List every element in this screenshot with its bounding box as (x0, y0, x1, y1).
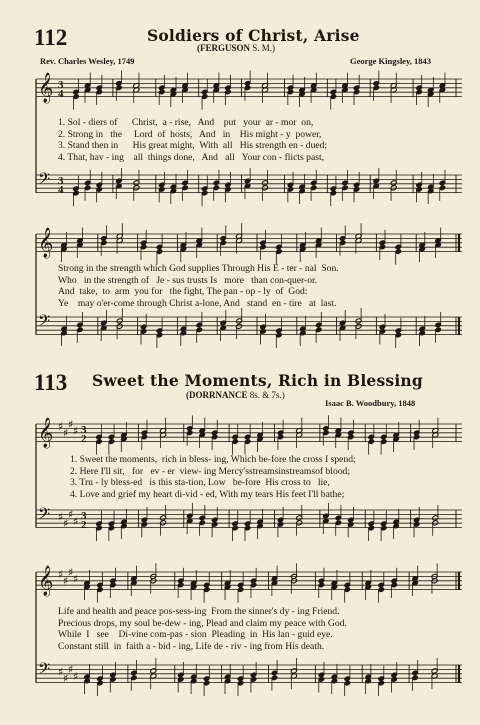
hymn-113-system-1-verse-1: 1. Sweet the moments, rich in bless- ing, Which be-fore the cross I spend; (70, 454, 356, 465)
time-signature-top: 3 (58, 175, 64, 187)
hymn-113-system-1-verse-3: 3. Tru - ly bless-ed is this sta-tion, Low be-fore His cross to lie, (70, 477, 330, 488)
hymn-113-tune-name: (DORRNANCE (186, 390, 248, 400)
hymn-112-system-2-verse-3: And take, to arm you for the fight, The pan - op - ly of God: (58, 286, 308, 297)
treble-clef-icon: 𝄞 (38, 73, 54, 103)
hymn-113-system-2-verse-1: Life and health and peace pos-sess-ing From the sinner's dy - ing Friend. (58, 606, 340, 617)
hymn-113-system-2-verse-2: Precious drops, my soul be-dew - ing, Plead and claim my peace with God. (58, 617, 347, 629)
sharp-icon: ♯ (68, 663, 74, 677)
hymn-112-system-2-verse-4: Ye may o'er-come through Christ a-lone, And stand en - tire at last. (58, 297, 337, 309)
sharp-icon: ♯ (68, 417, 74, 431)
sharp-icon: ♯ (58, 665, 64, 679)
treble-clef-icon: 𝄞 (38, 566, 54, 596)
bass-clef-icon: 𝄢 (38, 170, 51, 192)
hymn-113-tune (186, 391, 285, 400)
hymn-112-tune (197, 44, 275, 53)
hymn-112-meter: S. M.) (252, 43, 276, 53)
sharp-icon: ♯ (63, 426, 69, 440)
treble-clef-icon: 𝄞 (38, 418, 54, 448)
sharp-icon: ♯ (58, 568, 64, 581)
hymn-112-music-credit: George Kingsley, 1843 (350, 56, 431, 66)
bass-clef-icon: 𝄢 (38, 660, 51, 682)
hymn-112-system-1-verse-1: 1. Sol - diers of Christ, a - rise, And put your ar - mor on, (58, 117, 314, 128)
bass-clef-icon: 𝄢 (38, 312, 51, 334)
bass-clef-icon: 𝄢 (38, 505, 51, 527)
hymn-112-system-2-verse-2: Who in the strength of Je - sus trusts Is more than con-quer-or. (58, 274, 318, 286)
hymn-112-system-2-verse-1: Strong in the strength which God supplies Through His E - ter - nal Son. (58, 263, 339, 274)
time-signature-bottom: 2 (81, 433, 87, 445)
sharp-icon: ♯ (73, 669, 79, 683)
time-signature-top: 3 (81, 510, 87, 522)
sharp-icon: ♯ (68, 508, 74, 522)
sharp-icon: ♯ (68, 565, 74, 579)
hymn-112-words-credit: Rev. Charles Wesley, 1749 (40, 56, 135, 66)
hymn-112-system-1-verse-4: 4. That, hav - ing all things done, And all Your con - flicts past, (58, 151, 325, 163)
treble-clef-icon: 𝄞 (38, 228, 54, 258)
sharp-icon: ♯ (63, 574, 69, 588)
sharp-icon: ♯ (73, 572, 79, 586)
hymn-112-system-1-verse-3: 3. Stand then in His great might, With all His strength en - dued; (58, 140, 328, 151)
time-signature-bottom: 4 (58, 184, 64, 196)
hymn-113-music-credit: Isaac B. Woodbury, 1848 (325, 398, 416, 408)
hymn-112-title: Soldiers of Christ, Arise (147, 26, 360, 45)
hymn-112-system-1-verse-2: 2. Strong in the Lord of hosts, And in His might - y power, (58, 128, 322, 140)
hymn-113-system-1-verse-2: 2. Here I'll sit, for ev - er view- ing Mercy'sstreamsinstreamsof blood; (70, 465, 351, 477)
sharp-icon: ♯ (73, 424, 79, 438)
hymn-112-tune-name: (FERGUSON (197, 43, 251, 53)
time-signature-top: 3 (58, 79, 64, 91)
hymn-113-number: 113 (34, 370, 68, 395)
sharp-icon: ♯ (73, 514, 79, 528)
hymn-113-system-1-verse-4: 4. Love and grief my heart di-vid - ed, With my tears His feet I'll bathe; (70, 488, 345, 500)
sharp-icon: ♯ (58, 510, 64, 524)
sharp-icon: ♯ (63, 672, 69, 685)
hymn-113-system-2-verse-3: While I see Di-vine com-pas - sion Pleading in His lan - guid eye. (58, 629, 333, 640)
sharp-icon: ♯ (63, 517, 69, 530)
time-signature-bottom: 4 (58, 88, 64, 100)
time-signature-top: 3 (81, 424, 87, 436)
sharp-icon: ♯ (58, 420, 64, 433)
time-signature-bottom: 2 (81, 519, 87, 531)
hymn-113-system-2-verse-4: Constant still in faith a - bid - ing, Life de - riv - ing from His death. (58, 640, 325, 652)
hymn-113-meter: 8s. & 7s.) (249, 390, 285, 400)
hymn-113-title: Sweet the Moments, Rich in Blessing (92, 371, 423, 390)
hymn-112-number: 112 (34, 25, 68, 50)
